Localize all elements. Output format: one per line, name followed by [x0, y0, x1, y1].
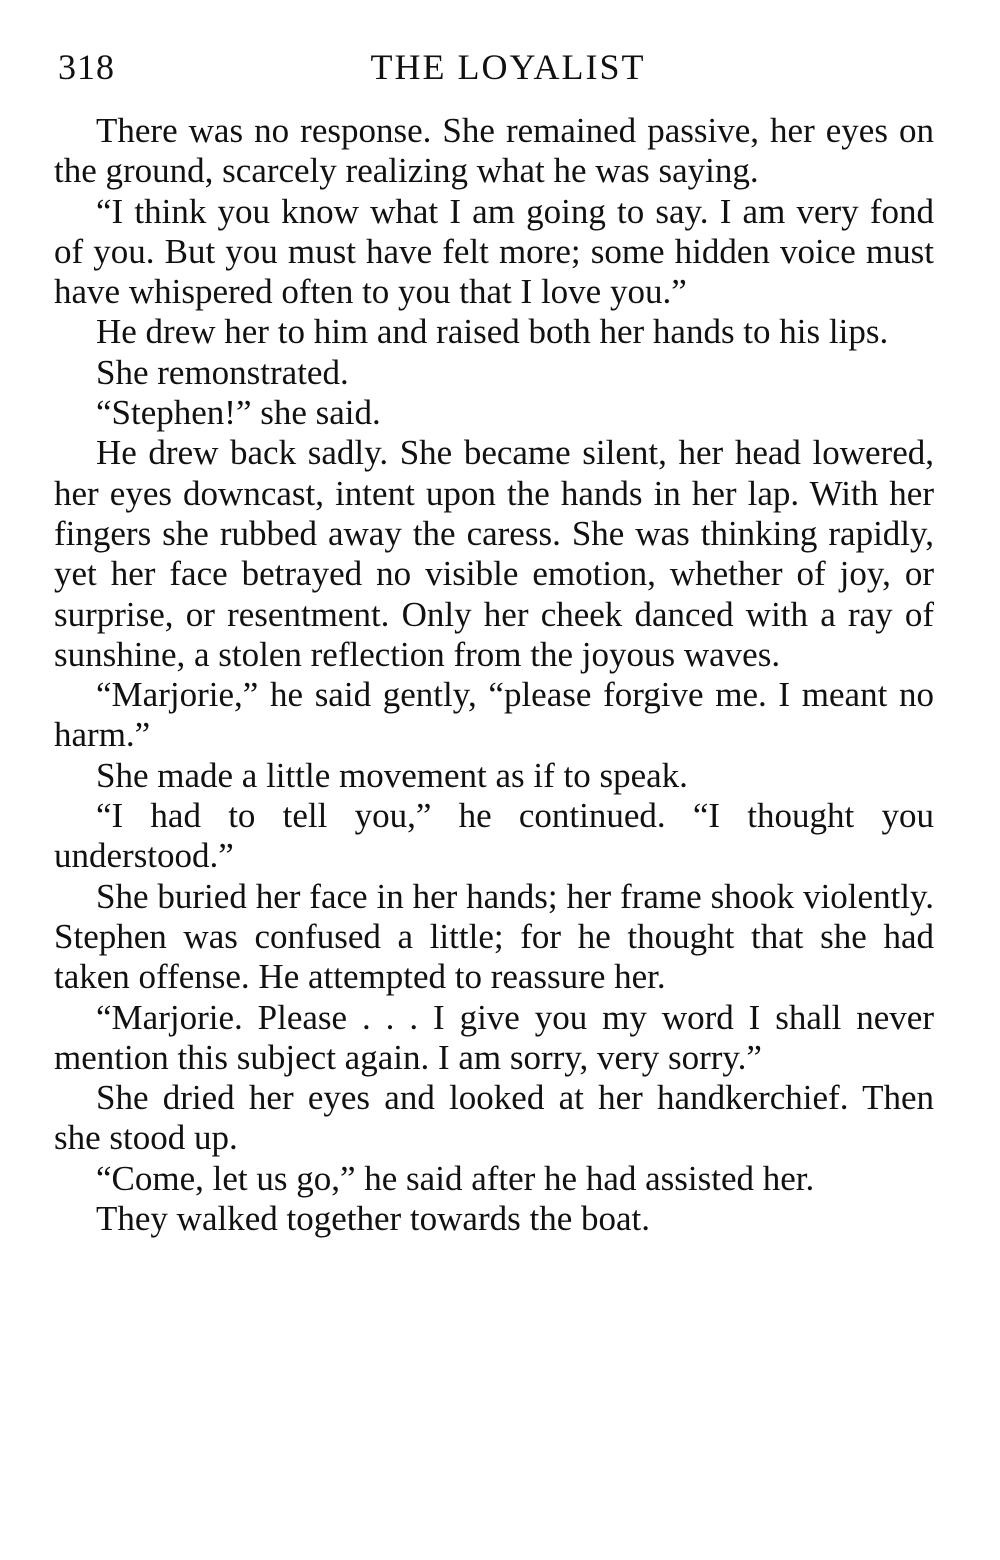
paragraph: They walked together towards the boat.	[96, 1199, 650, 1239]
paragraph: There was no response. She remained passive, her eyes on the ground, scarcely realizing what he was saying.	[54, 111, 934, 191]
paragraph: She made a little movement as if to speak.	[96, 755, 688, 795]
paragraph: “I think you know what I am going to say. I am very fond of you. But you must have felt more; some hidden voice must have whispered often to you that I love you.”	[54, 191, 934, 312]
paragraph: “Marjorie,” he said gently, “please forgive me. I meant no harm.”	[54, 675, 934, 755]
paragraph: She remonstrated.	[96, 352, 349, 392]
paragraph: He drew back sadly. She became silent, her head lowered, her eyes downcast, intent upon the hands in her lap. With her fingers she rubbed away the caress. She was thinking rapidly, yet her face betrayed no visible emotion, whether of joy, or surprise, or resentment. Only her cheek danced with a ray of sunshine, a stolen reflection from the joyous waves.	[54, 433, 934, 674]
paragraph: “Marjorie. Please . . . I give you my word I shall never mention this subject again. I am sorry, very sorry.”	[54, 997, 934, 1077]
page-number: 318	[58, 47, 115, 87]
running-head	[58, 42, 938, 92]
paragraph: She dried her eyes and looked at her handkerchief. Then she stood up.	[54, 1078, 934, 1158]
body-text	[54, 111, 934, 1239]
book-title: THE LOYALIST	[370, 47, 646, 87]
paragraph: “I had to tell you,” he continued. “I thought you understood.”	[54, 796, 934, 876]
paragraph: She buried her face in her hands; her frame shook violently. Stephen was confused a little; for he thought that she had taken offense. He attempted to reassure her.	[54, 876, 934, 997]
paragraph: He drew her to him and raised both her hands to his lips.	[96, 312, 889, 352]
paragraph: “Come, let us go,” he said after he had assisted her.	[96, 1158, 815, 1198]
paragraph: “Stephen!” she said.	[96, 393, 381, 433]
